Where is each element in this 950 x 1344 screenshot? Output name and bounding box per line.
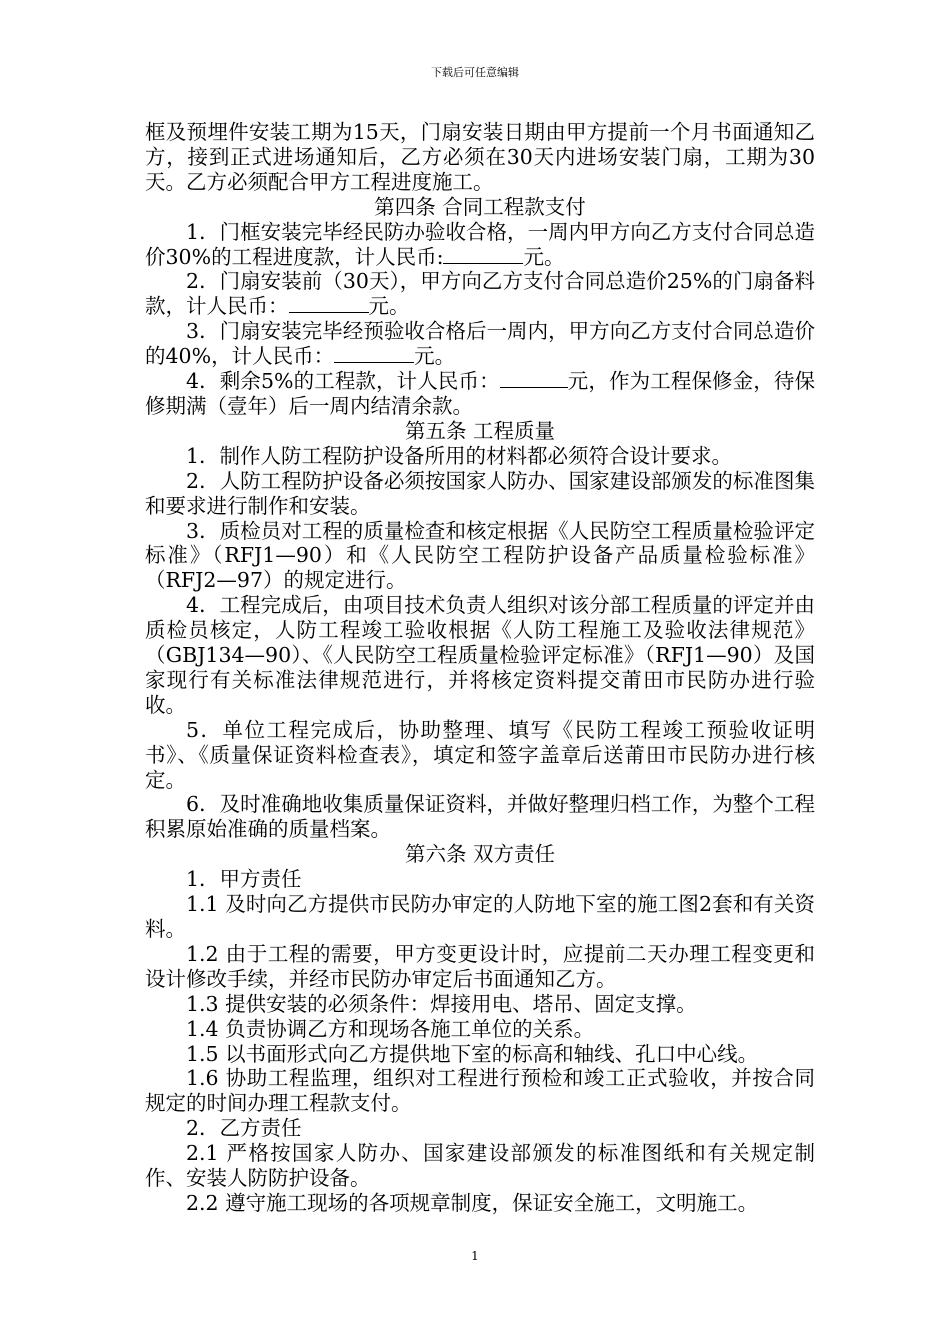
article-5-item-4: 4．工程完成后，由项目技术负责人组织对该分部工程质量的评定并由质检员核定，人防工程竣工验收根据《人防工程施工及验收法律规范》（GBJ134—90）、《人民防空工程质量检验评定标准》（RFJ1—90）及国家现行有关标准法律规范进行，并将核定资料提交莆田市民防办进行验收。 xyxy=(145,593,815,717)
item-text-end: 元。 xyxy=(414,344,456,369)
party-a-item-1-4: 1.4 负责协调乙方和现场各施工单位的关系。 xyxy=(186,1016,595,1041)
amount-blank xyxy=(443,245,523,264)
article-4-item-1 xyxy=(145,220,815,270)
article-4-item-3 xyxy=(145,319,815,369)
page-number: 1 xyxy=(471,1249,479,1263)
intro-paragraph: 框及预埋件安装工期为15天，门扇安装日期由甲方提前一个月书面通知乙方，接到正式进场通知后，乙方必须在30天内进场安装门扇，工期为30天。乙方必须配合甲方工程进度施工。 xyxy=(145,120,815,194)
party-a-item-1-1: 1.1 及时向乙方提供市民防办审定的人防地下室的施工图2套和有关资料。 xyxy=(145,892,815,941)
party-b-heading: 2．乙方责任 xyxy=(186,1116,302,1141)
item-text: 1．门框安装完毕经民防办验收合格，一周内甲方向乙方支付合同总造价30%的工程进度款，计人民币: xyxy=(145,219,815,269)
article-5-item-5: 5．单位工程完成后，协助整理、填写《民防工程竣工预验收证明书》、《质量保证资料检查表》，填定和签字盖章后送莆田市民防办进行核定。 xyxy=(145,717,815,792)
item-text: 2．门扇安装前（30天），甲方向乙方支付合同总造价25%的门扇备料款，计人民币： xyxy=(145,269,815,319)
article-5-item-3: 3．质检员对工程的质量检查和核定根据《人民防空工程质量检验评定标准》（RFJ1—90）和《人民防空工程防护设备产品质量检验标准》（RFJ2—97）的规定进行。 xyxy=(145,518,815,593)
party-a-heading: 1．甲方责任 xyxy=(186,867,302,892)
document-body xyxy=(145,120,815,1216)
article-5-item-2: 2．人防工程防护设备必须按国家人防办、国家建设部颁发的标准图集和要求进行制作和安装。 xyxy=(145,468,815,518)
article-5-item-1: 1．制作人防工程防护设备所用的材料都必须符合设计要求。 xyxy=(186,443,733,468)
item-text-end: 元。 xyxy=(368,294,410,319)
item-text-end: 元。 xyxy=(523,244,565,269)
party-b-item-2-2: 2.2 遵守施工现场的各项规章制度，保证安全施工，文明施工。 xyxy=(186,1190,759,1215)
party-b-item-2-1: 2.1 严格按国家人防办、国家建设部颁发的标准图纸和有关规定制作、安装人防防护设备。 xyxy=(145,1141,815,1191)
party-a-item-1-6: 1.6 协助工程监理，组织对工程进行预检和竣工正式验收，并按合同规定的时间办理工程款支付。 xyxy=(145,1066,815,1116)
item-text: 3．门扇安装完毕经预验收合格后一周内，甲方向乙方支付合同总造价的40%，计人民币： xyxy=(145,319,815,369)
article-4-title: 第四条 合同工程款支付 xyxy=(374,194,586,219)
item-text-end: 元，作为工程保修金，待保修期满（壹年）后一周内结清余款。 xyxy=(145,369,815,418)
amount-blank xyxy=(289,294,369,313)
article-5-title: 第五条 工程质量 xyxy=(404,418,556,443)
party-a-item-1-5: 1.5 以书面形式向乙方提供地下室的标高和轴线、孔口中心线。 xyxy=(186,1041,759,1066)
item-text: 4．剩余5%的工程款，计人民币： xyxy=(186,369,500,394)
amount-blank xyxy=(334,344,414,363)
article-5-item-6: 6．及时准确地收集质量保证资料，并做好整理归档工作，为整个工程积累原始准确的质量档案。 xyxy=(145,792,815,842)
page-header: 下载后可任意编辑 xyxy=(431,66,519,79)
party-a-item-1-3: 1.3 提供安装的必须条件：焊接用电、塔吊、固定支撑。 xyxy=(186,991,697,1016)
party-a-item-1-2: 1.2 由于工程的需要，甲方变更设计时，应提前二天办理工程变更和设计修改手续，并经市民防办审定后书面通知乙方。 xyxy=(145,941,815,991)
amount-blank xyxy=(500,369,568,388)
article-4-item-2 xyxy=(145,269,815,319)
article-4-item-4 xyxy=(145,369,815,419)
article-6-title: 第六条 双方责任 xyxy=(404,842,556,867)
